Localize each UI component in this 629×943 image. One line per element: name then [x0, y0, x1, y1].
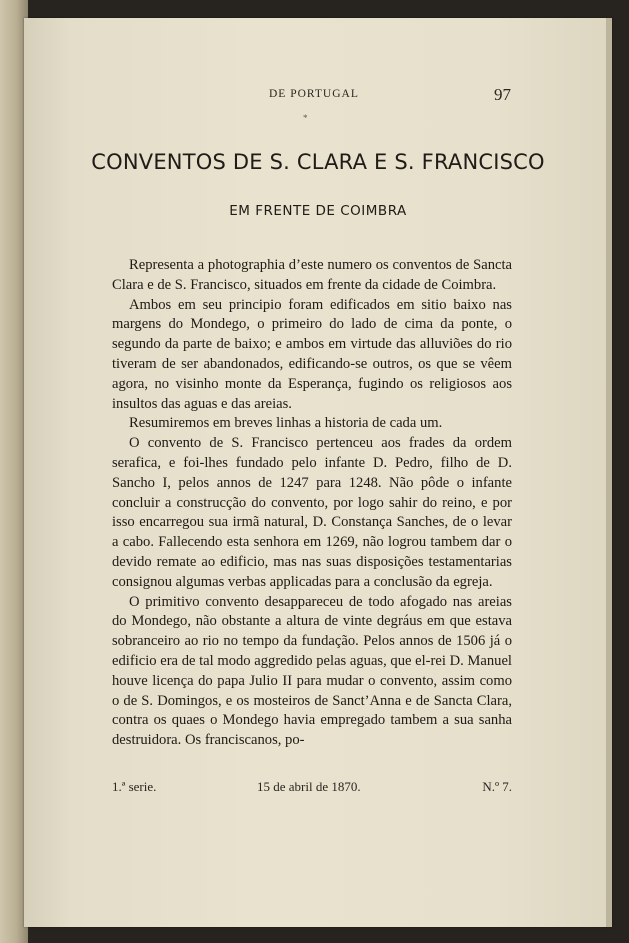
footer-date: 15 de abril de 1870. [257, 779, 361, 794]
running-title: DE PORTUGAL [269, 88, 359, 100]
paragraph: Ambos em seu principio foram edificados em sitio baixo nas margens do Mondego, o primeiro do lado de cima da ponte, o segundo da parte de baixo; e ambos em virtude das alluviões do rio tiveram de ser abandonados, edificando-se outros, os que se vêem agora, no visinho monte da Esperança, fugindo os religiosos aos insultos das aguas e das areias. [112, 296, 512, 412]
article-body [112, 256, 512, 751]
article-subtitle: EM FRENTE DE COIMBRA [229, 203, 407, 219]
page-number: 97 [494, 85, 511, 104]
ornament-mark: * [303, 113, 308, 123]
paragraph: O primitivo convento desappareceu de todo afogado nas areias do Mondego, não obstante a altura de vinte degráus em que estava sobranceiro ao rio no tempo da fundação. Pelos annos de 1506 já o edificio era de tal modo aggredido pelas aguas, que el-rei D. Manuel houve licença do papa Julio II para mudar o convento, assim como o de S. Domingos, e os mosteiros de Sanct’Anna e de Sancta Clara, contra os quaes o Mondego havia empregado tambem a sua sanha destruidora. Os franciscanos, po- [112, 593, 512, 749]
footer-issue-number: N.º 7. [482, 779, 512, 794]
paragraph: O convento de S. Francisco pertenceu aos frades da ordem serafica, e foi-lhes fundado pelo infante D. Pedro, filho de D. Sancho I, pelos annos de 1247 para 1248. Não pôde o infante concluir a construcção do convento, por logo sahir do reino, e por isso encarregou sua irmã natural, D. Constança Sanches, de o levar a cabo. Fallecendo esta senhora em 1269, não logrou tambem dar o devido remate ao edificio, mas nas suas disposições testamentarias consignou algumas verbas applicadas para a conclusão da egreja. [112, 435, 512, 590]
page-footer [112, 779, 512, 799]
running-head [24, 85, 612, 108]
paragraph: Representa a photographia d’este numero os conventos de Sancta Clara e de S. Francisco, situados em frente da cidade de Coimbra. [112, 257, 512, 293]
paragraph: Resumiremos em breves linhas a historia de cada um. [129, 415, 443, 432]
footer-series: 1.ª serie. [112, 779, 157, 794]
article-title: CONVENTOS DE S. CLARA E S. FRANCISCO [91, 150, 545, 174]
